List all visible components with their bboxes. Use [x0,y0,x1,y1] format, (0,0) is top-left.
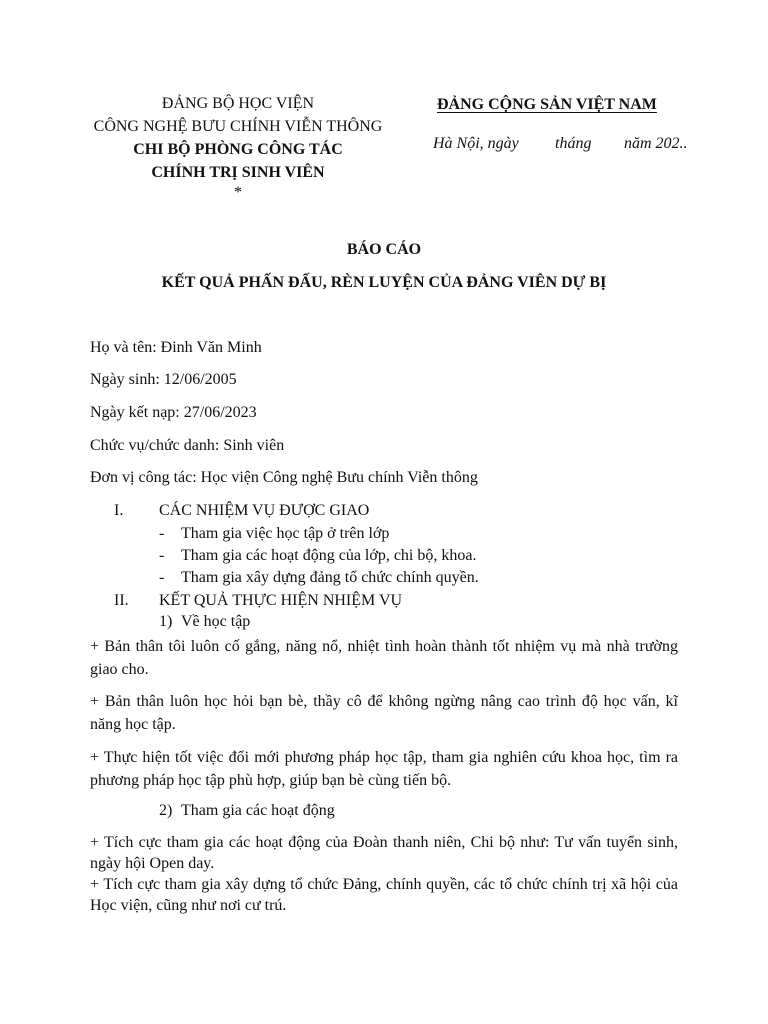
org-star: * [234,184,242,201]
subsection-2-number: 2) [159,802,173,819]
doc-title: BÁO CÁO [346,241,422,258]
org-line-3: CHI BỘ PHÒNG CÔNG TÁC [133,141,343,158]
subsection-1-number: 1) [159,613,173,630]
paragraph: + Bản thân tôi luôn cố gắng, năng nổ, nhiệt tình hoàn thành tốt nhiệm vụ mà nhà trường giao cho. [90,638,678,678]
dash-bullet: - [159,525,165,542]
org-line-2: CÔNG NGHỆ BƯU CHÍNH VIỄN THÔNG [93,118,383,135]
task-item: Tham gia việc học tập ở trên lớp [181,525,390,542]
dash-bullet: - [159,547,165,564]
info-position: Chức vụ/chức danh: Sinh viên [90,437,285,454]
paragraph: + Thực hiện tốt việc đổi mới phương pháp học tập, tham gia nghiên cứu khoa học, tìm ra phương pháp học tập phù hợp, giúp bạn bè cùng tiến bộ. [90,749,678,789]
info-dob: Ngày sinh: 12/06/2005 [90,371,237,388]
subsection-1-title: Về học tập [181,613,251,630]
paragraph: + Bản thân luôn học hỏi bạn bè, thầy cô để không ngừng nâng cao trình độ học vấn, kĩ năng học tập. [90,693,678,733]
subsection-2-title: Tham gia các hoạt động [181,802,335,819]
info-admitted: Ngày kết nạp: 27/06/2023 [90,404,257,421]
info-name: Họ và tên: Đinh Văn Minh [90,339,262,356]
paragraph: + Tích cực tham gia xây dựng tổ chức Đảng, chính quyền, các tổ chức chính trị xã hội của Học viện, cũng như nơi cư trú. [90,876,678,914]
date-month: tháng [555,135,592,152]
party-name: ĐẢNG CỘNG SẢN VIỆT NAM [437,96,657,113]
doc-subtitle: KẾT QUẢ PHẤN ĐẤU, RÈN LUYỆN CỦA ĐẢNG VIÊN DỰ BỊ [161,274,607,291]
section-1-heading: CÁC NHIỆM VỤ ĐƯỢC GIAO [159,502,370,519]
dash-bullet: - [159,569,165,586]
org-line-1: ĐẢNG BỘ HỌC VIỆN [161,95,315,112]
date-place: Hà Nội, ngày [433,135,519,152]
section-1-number: I. [114,502,124,519]
info-unit: Đơn vị công tác: Học viện Công nghệ Bưu chính Viễn thông [90,469,478,486]
task-item: Tham gia xây dựng đảng tổ chức chính quyền. [181,569,479,586]
section-2-number: II. [114,592,129,609]
paragraph: + Tích cực tham gia các hoạt động của Đoàn thanh niên, Chi bộ như: Tư vấn tuyển sinh, ngày hội Open day. [90,834,678,872]
section-2-heading: KẾT QUẢ THỰC HIỆN NHIỆM VỤ [159,592,403,609]
org-line-4: CHÍNH TRỊ SINH VIÊN [151,164,325,181]
task-item: Tham gia các hoạt động của lớp, chi bộ, khoa. [181,547,477,564]
date-year: năm 202.. [624,135,688,152]
